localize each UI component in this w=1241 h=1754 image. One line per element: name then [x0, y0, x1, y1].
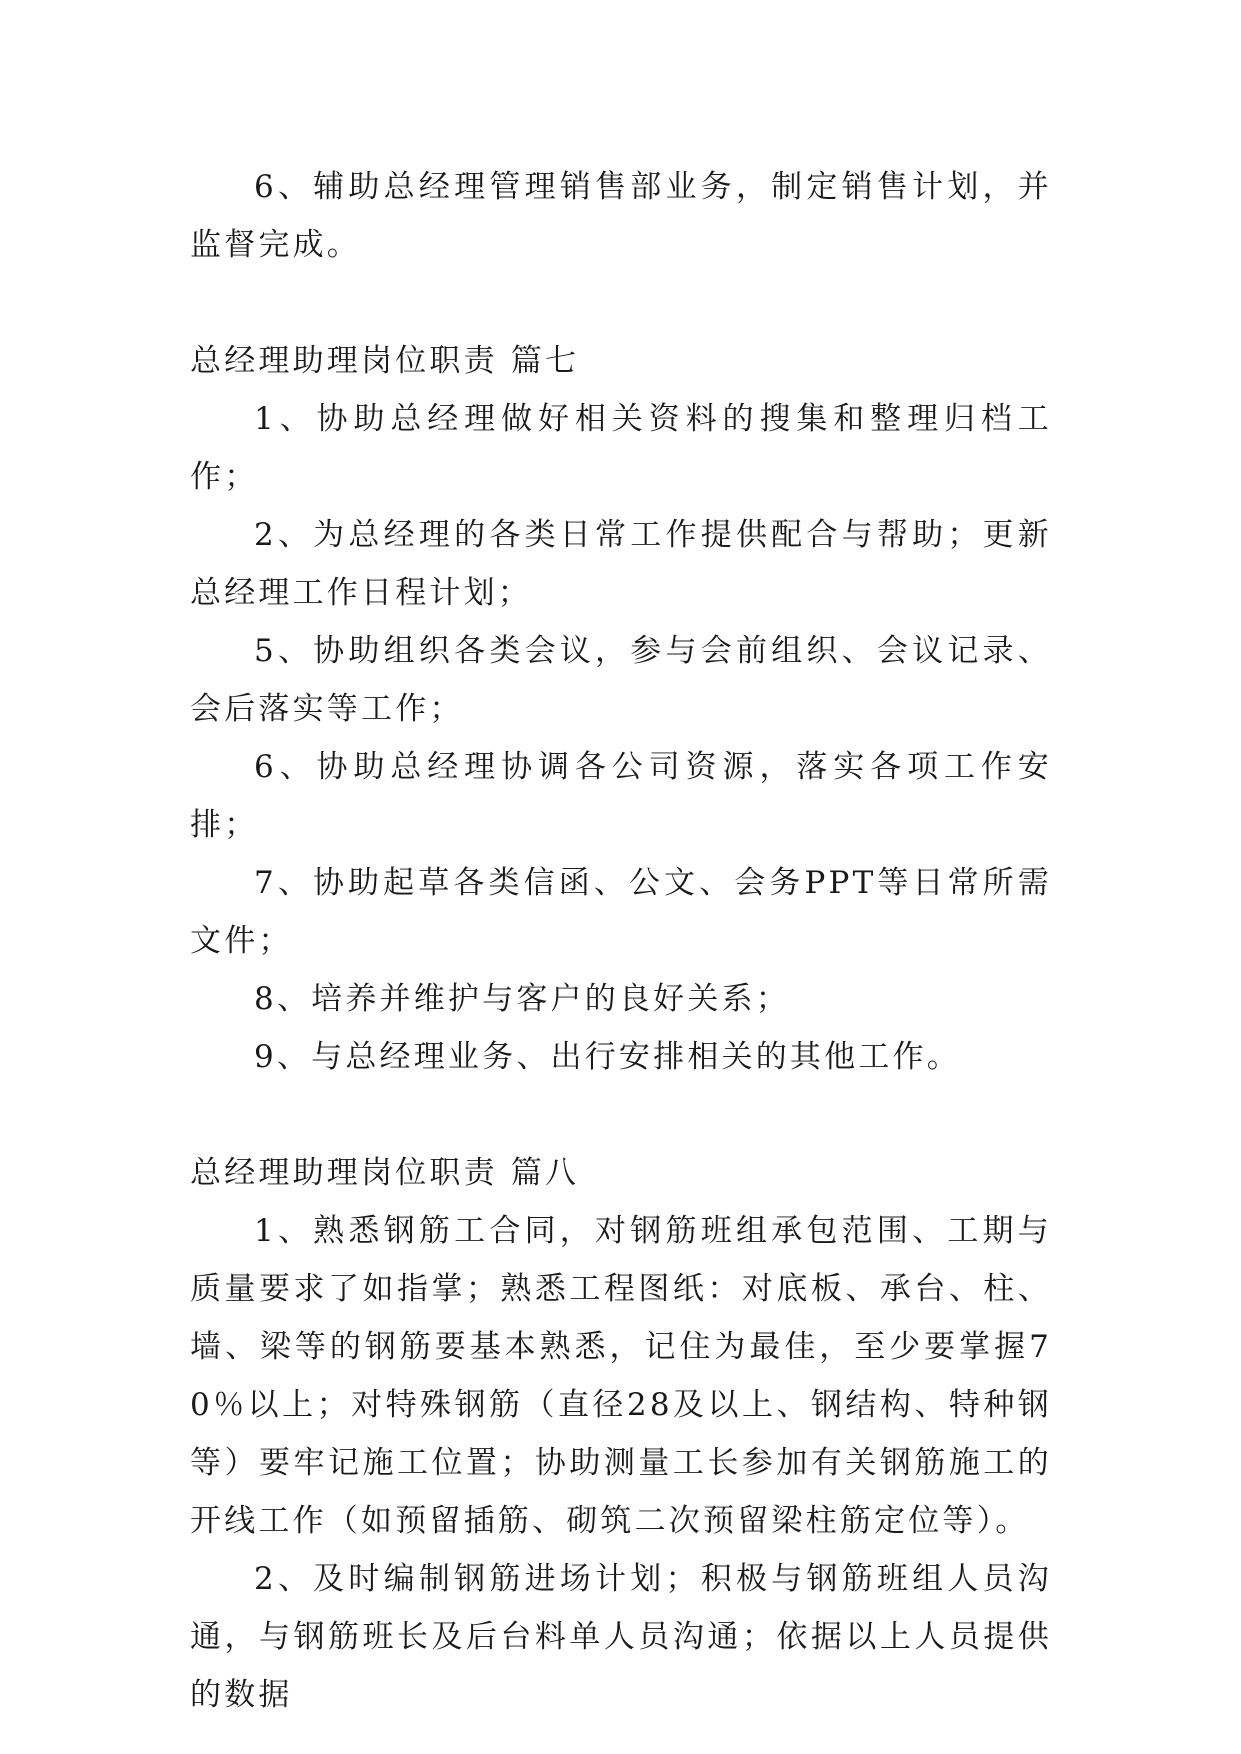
paragraph-item: 2、及时编制钢筋进场计划；积极与钢筋班组人员沟通，与钢筋班长及后台料单人员沟通；依据以上人员提供的数据 — [190, 1561, 1052, 1713]
paragraph-item: 2、为总经理的各类日常工作提供配合与帮助；更新总经理工作日程计划； — [190, 517, 1052, 611]
paragraph-item: 1、协助总经理做好相关资料的搜集和整理归档工作； — [190, 401, 1052, 495]
section-spacer — [190, 1086, 1052, 1144]
section-heading-7: 总经理助理岗位职责 篇七 — [190, 343, 580, 379]
paragraph-item: 5、协助组织各类会议，参与会前组织、会议记录、会后落实等工作； — [190, 633, 1052, 727]
paragraph-item: 6、辅助总经理管理销售部业务，制定销售计划，并监督完成。 — [190, 169, 1052, 263]
document-body — [190, 158, 1052, 1724]
paragraph-item: 9、与总经理业务、出行安排相关的其他工作。 — [254, 1039, 961, 1075]
section-spacer — [190, 274, 1052, 332]
section-heading-8: 总经理助理岗位职责 篇八 — [190, 1155, 580, 1191]
paragraph-item: 8、培养并维护与客户的良好关系； — [254, 981, 790, 1017]
paragraph-item: 1、熟悉钢筋工合同，对钢筋班组承包范围、工期与质量要求了如指掌；熟悉工程图纸：对底板、承台、柱、墙、梁等的钢筋要基本熟悉，记住为最佳，至少要掌握70％以上；对特殊钢筋（直径28及以上、钢结构、特种钢等）要牢记施工位置；协助测量工长参加有关钢筋施工的开线工作（如预留插筋、砌筑二次预留梁柱筋定位等）。 — [190, 1213, 1052, 1539]
paragraph-item: 7、协助起草各类信函、公文、会务PPT等日常所需文件； — [190, 865, 1052, 959]
paragraph-item: 6、协助总经理协调各公司资源，落实各项工作安排； — [190, 749, 1052, 843]
